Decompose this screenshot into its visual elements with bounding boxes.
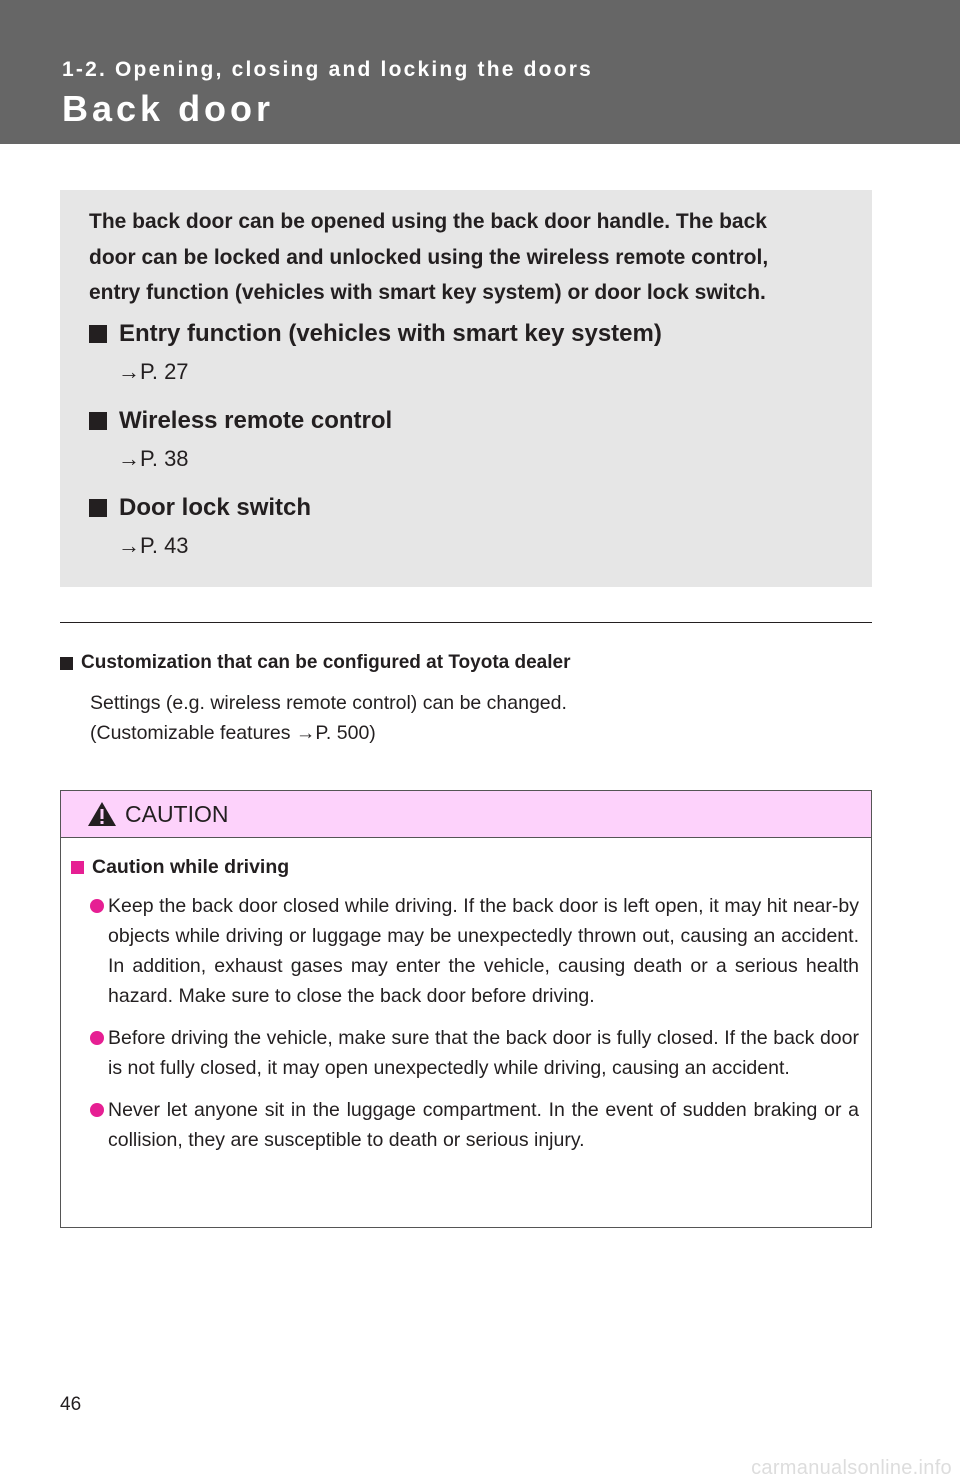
caution-heading	[71, 856, 859, 879]
page-title: Back door	[62, 88, 275, 129]
caution-bullet-text: Keep the back door closed while driving. If the back door is left open, it may hit near-by objects while driving or luggage may be unexpectedly thrown out, causing an accident. In addition, exhaust gases may enter the vehicle, causing death or a serious health hazard. Make sure to close the back door before driving.	[108, 895, 859, 1007]
topic-entry-function	[89, 320, 662, 385]
circle-bullet-icon	[90, 1103, 104, 1117]
caution-body	[61, 838, 871, 1155]
square-bullet-icon	[89, 499, 107, 517]
square-bullet-icon	[89, 325, 107, 343]
page-header	[0, 0, 960, 144]
caution-bullet-text: Before driving the vehicle, make sure that the back door is fully closed. If the back door is not fully closed, it may open unexpectedly while driving, causing an accident.	[108, 1027, 859, 1079]
circle-bullet-icon	[90, 1031, 104, 1045]
intro-text	[89, 204, 843, 311]
topic-title: Entry function (vehicles with smart key system)	[119, 320, 662, 347]
note-heading-text: Customization that can be configured at Toyota dealer	[81, 652, 571, 673]
square-bullet-icon	[60, 657, 73, 670]
topic-title: Door lock switch	[119, 494, 312, 521]
divider	[60, 622, 872, 623]
topic-title: Wireless remote control	[119, 407, 393, 434]
caution-bullet	[71, 1095, 859, 1155]
caution-label: CAUTION	[125, 800, 229, 827]
square-bullet-icon	[89, 412, 107, 430]
caution-heading-text: Caution while driving	[92, 856, 290, 878]
page-number: 46	[60, 1394, 82, 1415]
intro-box	[60, 190, 872, 587]
caution-box	[60, 790, 872, 1228]
topic-wireless-remote	[89, 407, 392, 472]
note-line: Settings (e.g. wireless remote control) can be changed.	[90, 692, 567, 714]
warning-triangle-icon	[87, 801, 117, 827]
section-title: 1-2. Opening, closing and locking the doors	[62, 58, 593, 81]
watermark: carmanualsonline.info	[751, 1457, 952, 1479]
intro-line: The back door can be opened using the back door handle. The back	[89, 210, 767, 233]
page-reference-link[interactable]: →P. 38	[118, 446, 189, 471]
note-line: (Customizable features →P. 500)	[90, 722, 376, 744]
caution-bullet-text: Never let anyone sit in the luggage compartment. In the event of sudden braking or a collision, they are susceptible to death or serious injury.	[108, 1099, 859, 1151]
caution-bullet	[71, 1023, 859, 1083]
note-heading	[60, 652, 570, 674]
caution-header	[61, 791, 871, 838]
intro-line: entry function (vehicles with smart key system) or door lock switch.	[89, 281, 766, 304]
page-reference-link[interactable]: →P. 27	[118, 359, 189, 384]
note-body	[90, 688, 567, 748]
intro-line: door can be locked and unlocked using the wireless remote control,	[89, 245, 769, 269]
topic-door-lock-switch	[89, 494, 311, 559]
square-bullet-icon	[71, 861, 84, 874]
circle-bullet-icon	[90, 899, 104, 913]
caution-bullet	[71, 891, 859, 1011]
page-reference-link[interactable]: →P. 43	[118, 533, 189, 558]
